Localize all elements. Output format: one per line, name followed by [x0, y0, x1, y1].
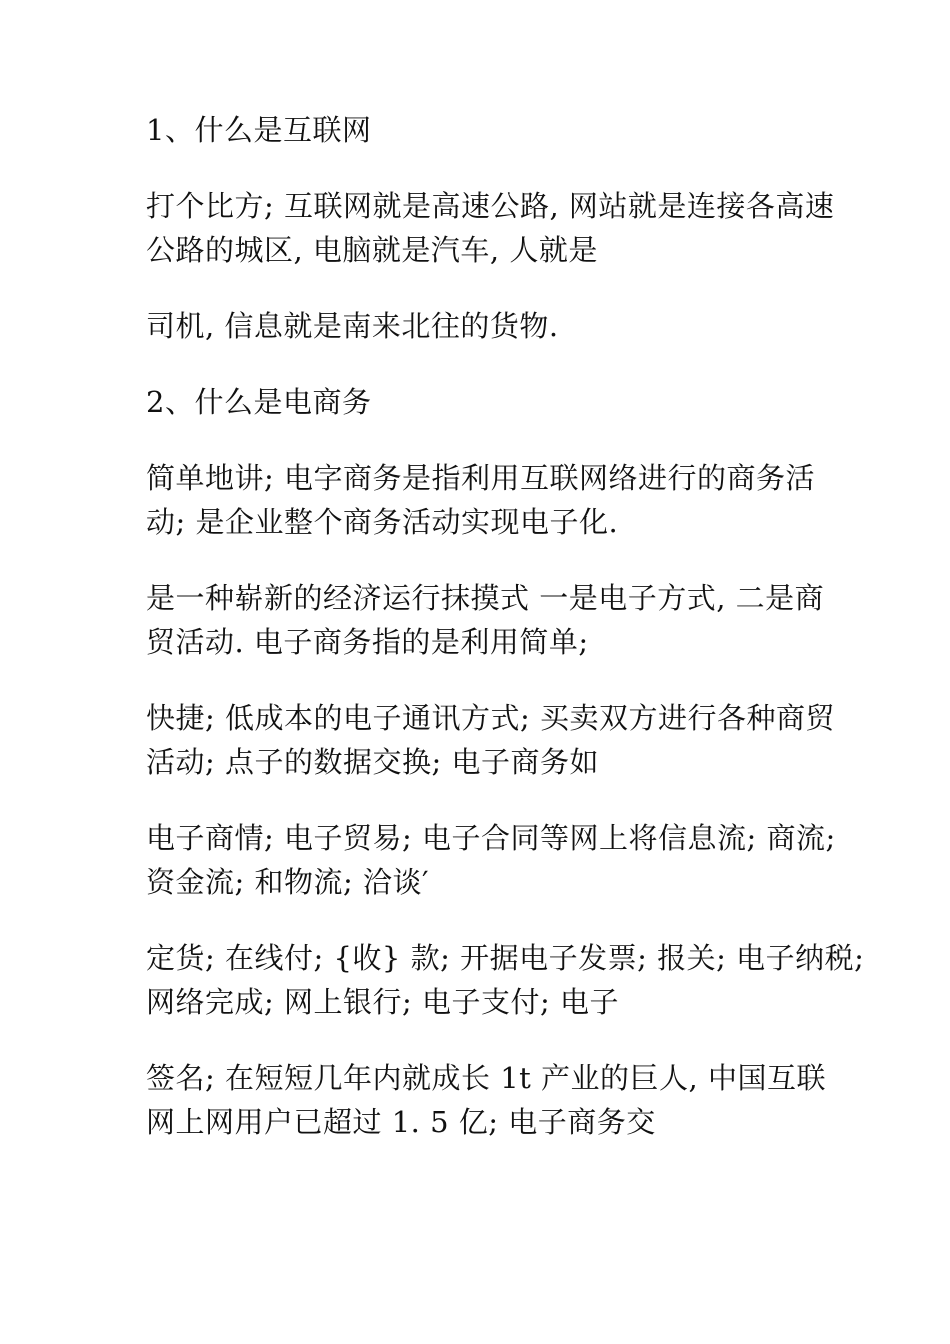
text-line: 快捷; 低成本的电子通讯方式; 买卖双方进行各种商贸	[146, 701, 835, 735]
text-line: 公路的城区, 电脑就是汽车, 人就是	[146, 233, 598, 267]
paragraph-mode	[146, 576, 825, 664]
text-line: 活动; 点子的数据交换; 电子商务如	[146, 745, 599, 779]
text-line: 贸活动. 电子商务指的是利用简单;	[146, 625, 589, 659]
text-line: 打个比方; 互联网就是高速公路, 网站就是连接各高速	[146, 189, 835, 223]
paragraph-analogy-cont	[146, 304, 816, 348]
text-line: 网上网用户已超过 1. 5 亿; 电子商务交	[146, 1105, 656, 1139]
paragraph-communication	[146, 696, 835, 784]
paragraph-definition	[146, 456, 816, 544]
text-line: 资金流; 和物流; 洽谈′	[146, 865, 430, 899]
heading-internet	[146, 108, 816, 152]
text-line: 简单地讲; 电字商务是指利用互联网络进行的商务活	[146, 461, 815, 495]
text-line: 动; 是企业整个商务活动实现电子化.	[146, 505, 619, 539]
text-line: 网络完成; 网上银行; 电子支付; 电子	[146, 985, 619, 1019]
paragraph-transactions	[146, 936, 865, 1024]
paragraph-analogy	[146, 184, 835, 272]
text-line: 定货; 在线付; {收} 款; 开据电子发票; 报关; 电子纳税;	[146, 941, 865, 975]
text-line: 电子商情; 电子贸易; 电子合同等网上将信息流; 商流;	[146, 821, 836, 855]
heading-ecommerce	[146, 380, 816, 424]
document-body	[146, 108, 865, 1144]
text-line: 2、什么是电商务	[146, 385, 372, 419]
paragraph-growth	[146, 1056, 826, 1144]
text-line: 是一种崭新的经济运行抹摸式 一是电子方式, 二是商	[146, 581, 825, 615]
text-line: 签名; 在短短几年内就成长 1t 产业的巨人, 中国互联	[146, 1061, 826, 1095]
text-line: 1、什么是互联网	[146, 113, 372, 147]
paragraph-flows	[146, 816, 836, 904]
text-line: 司机, 信息就是南来北往的货物.	[146, 309, 559, 343]
